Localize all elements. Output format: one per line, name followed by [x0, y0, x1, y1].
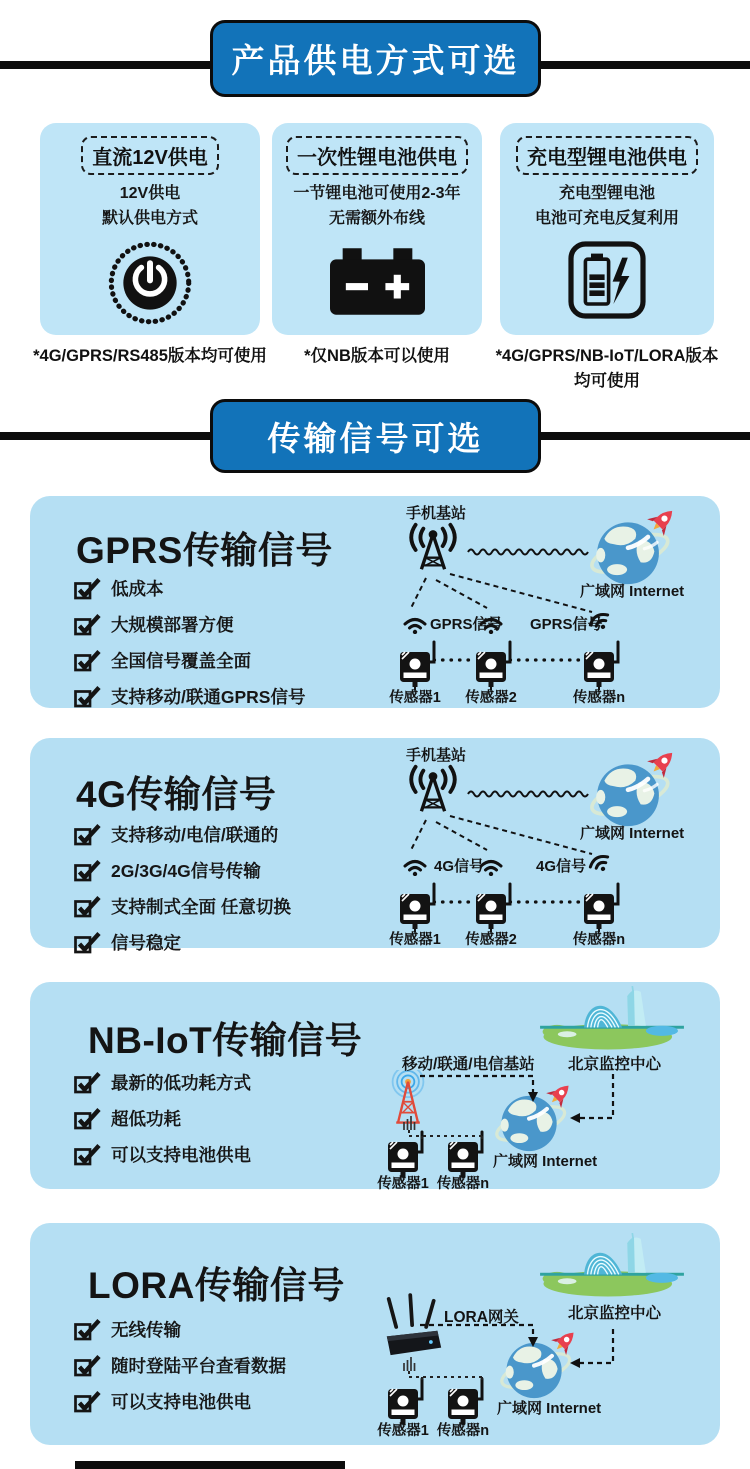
sensor-label: 传感器2 — [465, 932, 517, 948]
sensor-label: 传感器n — [572, 932, 626, 948]
checkbox-checked-icon — [74, 1107, 101, 1130]
feature-text: 低成本 — [111, 579, 164, 599]
power-card-rechargeable — [495, 123, 719, 394]
sensor-label: 传感器1 — [389, 690, 441, 706]
feature-item — [74, 1389, 286, 1414]
checkbox-checked-icon — [74, 823, 101, 846]
feature-item — [74, 1070, 251, 1095]
nbiot-network-diagram — [360, 982, 720, 1192]
power-banner-title: 产品供电方式可选 — [231, 42, 520, 79]
battery-icon — [272, 248, 482, 315]
card-line: 12V供电 — [119, 185, 181, 202]
feature-text: 超低功耗 — [111, 1109, 181, 1129]
checkbox-checked-icon — [74, 649, 101, 672]
feature-text: 支持移动/联通GPRS信号 — [111, 687, 306, 707]
power-card-lithium — [272, 123, 482, 369]
internet-label: 广域网 Internet — [580, 825, 685, 842]
checkbox-checked-icon — [74, 1143, 101, 1166]
monitor-center-label: 北京监控中心 — [568, 1305, 662, 1322]
panel-title: GPRS传输信号 — [76, 530, 333, 571]
rechargeable-battery-icon — [500, 240, 714, 320]
sensor-label: 传感器n — [436, 1176, 490, 1192]
sensor-label: 传感器2 — [465, 690, 517, 706]
checkbox-checked-icon — [74, 1354, 101, 1377]
feature-item — [74, 1142, 251, 1167]
feature-text: 随时登陆平台查看数据 — [111, 1356, 286, 1376]
feature-text: 无线传输 — [111, 1320, 181, 1340]
feature-item — [74, 1106, 251, 1131]
lora-network-diagram — [360, 1223, 720, 1445]
checkbox-checked-icon — [74, 685, 101, 708]
card-caption: *仅NB版本可以使用 — [304, 347, 450, 365]
signal-label: GPRS信号 — [430, 616, 503, 633]
station-label: 手机基站 — [406, 505, 467, 522]
monitor-center-label: 北京监控中心 — [568, 1056, 662, 1073]
feature-text: 2G/3G/4G信号传输 — [111, 861, 261, 881]
feature-list — [74, 822, 291, 955]
card-caption: *4G/GPRS/RS485版本均可使用 — [33, 347, 267, 365]
card-line: 电池可充电反复利用 — [534, 209, 679, 227]
feature-item — [74, 1353, 286, 1378]
panel-gprs — [30, 496, 720, 708]
power-card-dc12v — [33, 123, 267, 369]
gprs-network-diagram — [370, 496, 720, 705]
sensor-label: 传感器1 — [389, 932, 441, 948]
checkbox-checked-icon — [74, 895, 101, 918]
card-body — [40, 123, 260, 335]
checkbox-checked-icon — [74, 1318, 101, 1341]
feature-text: 信号稳定 — [111, 933, 181, 953]
panel-title: LORA传输信号 — [88, 1265, 345, 1306]
checkbox-checked-icon — [74, 613, 101, 636]
signal-label: 4G信号 — [536, 858, 587, 875]
checkbox-checked-icon — [74, 931, 101, 954]
panel-nbiot — [30, 982, 720, 1192]
power-button-icon — [40, 240, 260, 326]
card-line: 默认供电方式 — [101, 209, 198, 227]
feature-item — [74, 822, 291, 847]
card-caption: *4G/GPRS/NB-IoT/LORA版本均可使用 — [495, 347, 719, 390]
sensor-label: 传感器n — [572, 690, 626, 706]
card-line: 充电型锂电池 — [558, 185, 655, 202]
gateway-label: LORA网关 — [444, 1309, 519, 1326]
signal-section-banner — [210, 399, 541, 473]
card-title: 直流12V供电 — [81, 136, 219, 175]
feature-text: 可以支持电池供电 — [111, 1145, 251, 1165]
station-label: 移动/联通/电信基站 — [402, 1056, 535, 1073]
checkbox-checked-icon — [74, 1071, 101, 1094]
feature-list — [74, 1070, 251, 1167]
internet-label: 广域网 Internet — [497, 1400, 602, 1417]
feature-item — [74, 1317, 286, 1342]
panel-4g — [30, 738, 720, 953]
feature-list — [74, 576, 305, 709]
card-title: 一次性锂电池供电 — [286, 136, 468, 175]
signal-label: GPRS信号 — [530, 616, 603, 633]
feature-item — [74, 684, 305, 709]
station-label: 手机基站 — [406, 747, 467, 764]
feature-text: 支持制式全面 任意切换 — [111, 897, 291, 917]
power-section-banner — [210, 20, 541, 97]
checkbox-checked-icon — [74, 859, 101, 882]
card-body — [500, 123, 714, 335]
next-section-divider-stub — [75, 1461, 345, 1469]
sensor-label: 传感器1 — [377, 1176, 429, 1192]
checkbox-checked-icon — [74, 1390, 101, 1413]
signal-label: 4G信号 — [434, 858, 485, 875]
card-body — [272, 123, 482, 335]
internet-label: 广域网 Internet — [580, 583, 685, 600]
feature-list — [74, 1317, 286, 1414]
feature-text: 最新的低功耗方式 — [111, 1073, 251, 1093]
feature-item — [74, 930, 291, 955]
feature-text: 可以支持电池供电 — [111, 1392, 251, 1412]
panel-title: NB-IoT传输信号 — [88, 1020, 363, 1061]
feature-item — [74, 612, 305, 637]
checkbox-checked-icon — [74, 577, 101, 600]
feature-item — [74, 858, 291, 883]
sensor-label: 传感器1 — [377, 1423, 429, 1439]
internet-label: 广域网 Internet — [493, 1153, 598, 1170]
card-title: 充电型锂电池供电 — [516, 136, 698, 175]
feature-item — [74, 576, 305, 601]
feature-text: 全国信号覆盖全面 — [111, 651, 251, 671]
feature-text: 支持移动/电信/联通的 — [111, 825, 279, 845]
signal-banner-title: 传输信号可选 — [267, 419, 484, 457]
feature-item — [74, 648, 305, 673]
card-line: 一节锂电池可使用2-3年 — [293, 185, 461, 202]
sensor-label: 传感器n — [436, 1423, 490, 1439]
panel-lora — [30, 1223, 720, 1445]
panel-title: 4G传输信号 — [76, 774, 277, 815]
feature-text: 大规模部署方便 — [111, 615, 234, 635]
feature-item — [74, 894, 291, 919]
4g-network-diagram — [370, 738, 720, 947]
card-line: 无需额外布线 — [328, 209, 425, 227]
